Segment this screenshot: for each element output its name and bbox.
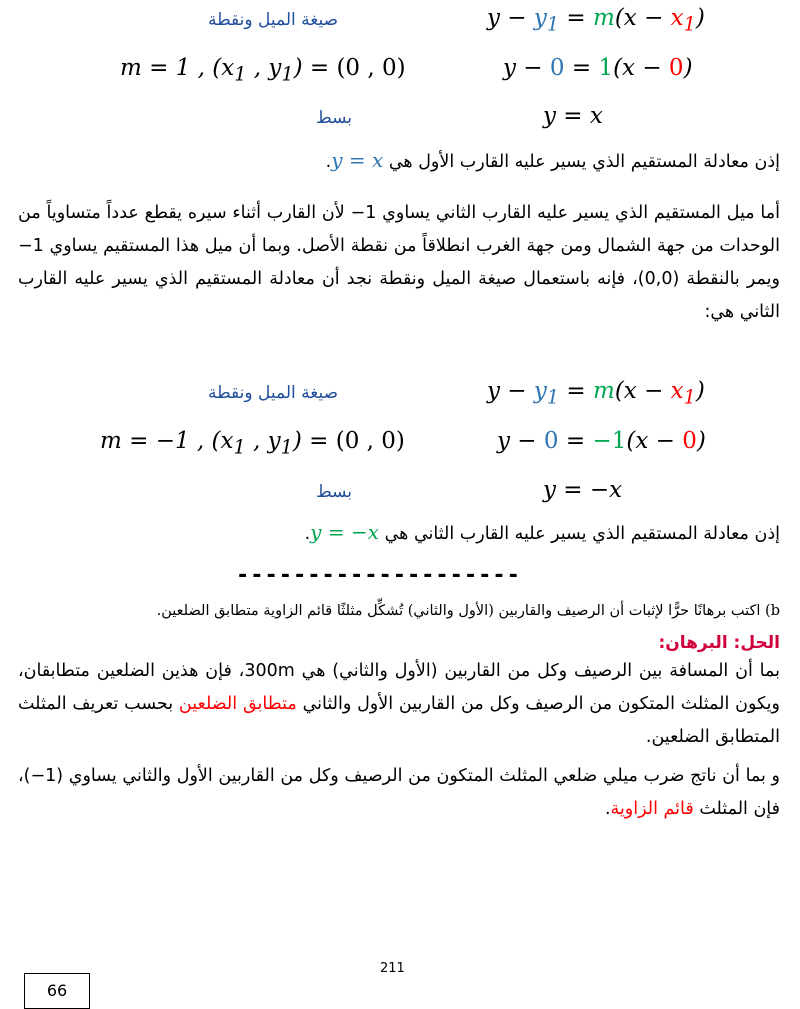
solution-heading: الحل: البرهان: <box>658 633 780 653</box>
page-number: 211 <box>380 961 405 976</box>
proof-1-end: بحسب تعريف المثلث المتطابق الضلعين. <box>18 694 780 747</box>
proof-1-text: بما أن المسافة بين الرصيف وكل من القاربين (الأول والثاني) هي 300m، فإن هذين الضلعين متطابقان، ويكون المثلث المتكون من الرصيف وكل من القاربين الأول والثاني <box>18 661 780 714</box>
proof-paragraph-2 <box>18 760 780 826</box>
proof-1-highlight: متطابق الضلعين <box>178 694 297 714</box>
question-b: b) اكتب برهانًا حرًّا لإثبات أن الرصيف والقاربين (الأول والثاني) تُشكِّل مثلثًا قائم الزاوية متطابق الضلعين. <box>156 603 780 619</box>
proof-2-text: و بما أن ناتج ضرب ميلي ضلعي المثلث المتكون من الرصيف وكل من القاربين الأول والثاني يساوي (1−)، فإن المثلث <box>18 766 780 819</box>
params-1: m = 1 , ($x_1$ , $y_1) = (0$ , 0) <box>120 55 406 86</box>
point-slope-formula-2: $y - y_1 = m(x - x_1)$ <box>487 378 705 409</box>
paragraph-second-boat: أما ميل المستقيم الذي يسير عليه القارب الثاني يساوي 1− لأن القارب أثناء سيره يقطع عدداً متساوياً من الوحدات من جهة الشمال ومن جهة الغرب انطلاقاً من نقطة الأصل. وبما أن ميل هذا المستقيم يساوي 1− ويمر بالنقطة (0,0)، فإنه باستعمال صيغة الميل ونقطة نجد أن معادلة المستقيم الذي يسير عليه القارب الثاني هي: <box>18 203 780 322</box>
proof-2-highlight: قائم الزاوية <box>610 799 694 819</box>
conclusion-eq-2: y = −x <box>310 520 379 544</box>
result-eq-2: y = −x <box>543 477 623 503</box>
simplify-label-1: بسط <box>316 108 353 128</box>
conclusion-eq-1: y = x <box>331 148 384 172</box>
simplify-label-2: بسط <box>316 482 353 502</box>
substituted-eq-1: y − 0 = 1(x − 0) <box>503 55 693 81</box>
formula-label-2: صيغة الميل ونقطة <box>208 383 339 403</box>
proof-2-end: . <box>604 799 611 819</box>
dashed-divider: -------------------- <box>236 563 521 588</box>
page-box-number: 66 <box>24 973 90 1009</box>
result-eq-1: y = x <box>543 103 603 129</box>
conclusion-1: إذن معادلة المستقيم الذي يسير عليه القارب الأول هي y = x. <box>325 148 780 172</box>
conclusion-2: إذن معادلة المستقيم الذي يسير عليه القارب الثاني هي y = −x. <box>304 520 780 544</box>
proof-paragraph-1 <box>18 655 780 754</box>
point-slope-formula-1: $y - y_1 = m(x - x_1)$ <box>487 5 705 36</box>
substituted-eq-2: y − 0 = −1(x − 0) <box>497 428 706 454</box>
params-2: m = −1 , ($x_1$ , $y_1) = (0$ , 0) <box>100 428 405 459</box>
formula-label-1: صيغة الميل ونقطة <box>208 10 339 30</box>
